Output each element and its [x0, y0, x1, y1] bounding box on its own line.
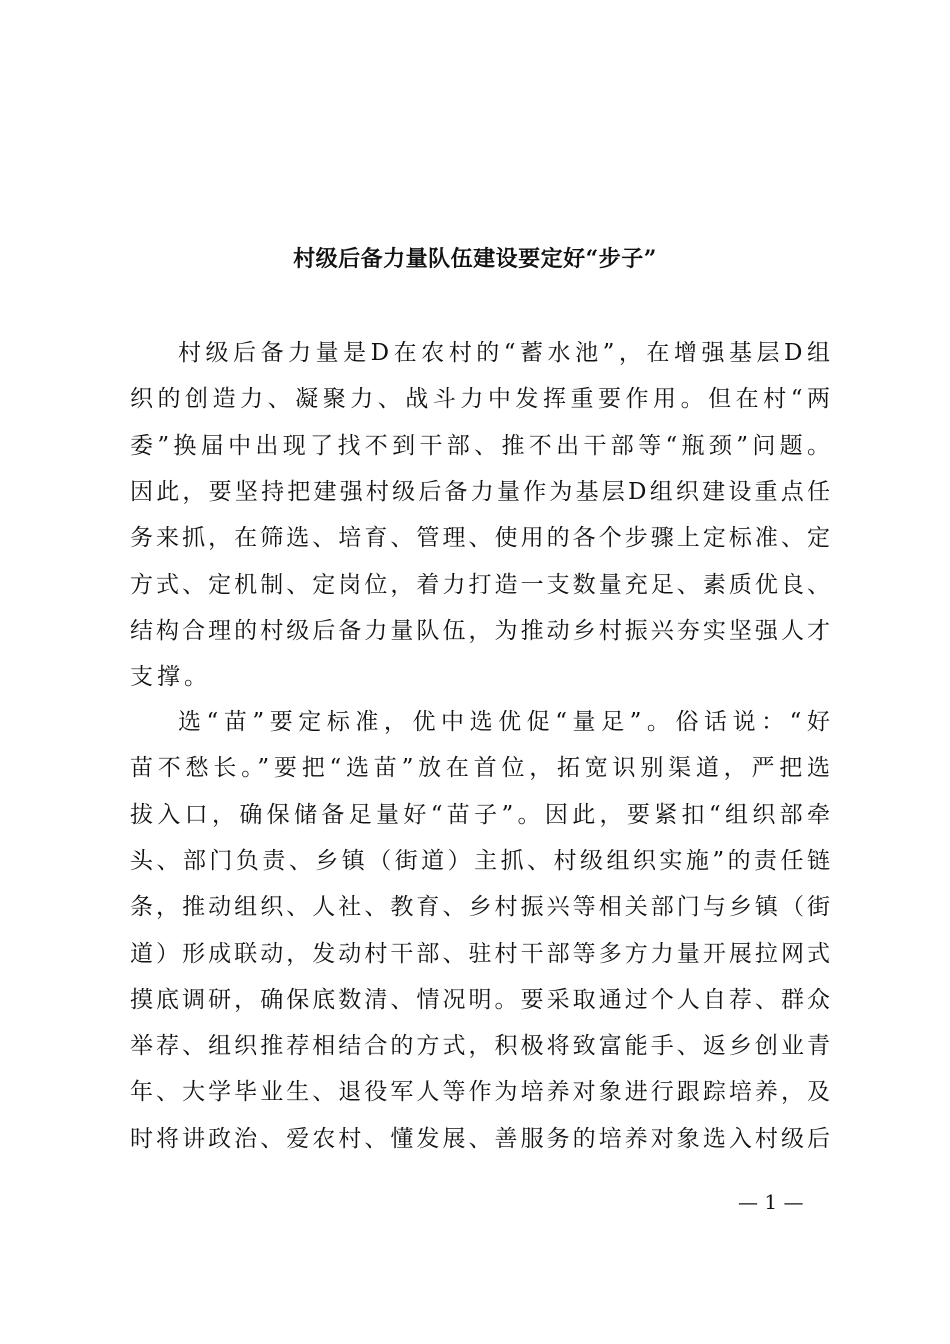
- paragraph-line: 村级后备力量是D在农村的“蓄水池”，在增强基层D组: [178, 340, 830, 366]
- paragraph-line: 因此，要坚持把建强村级后备力量作为基层D组织建设重点任: [130, 478, 830, 505]
- paragraph-line: 织的创造力、凝聚力、战斗力中发挥重要作用。但在村“两: [130, 386, 830, 413]
- paragraph-line: 时将讲政治、爱农村、懂发展、善服务的培养对象选入村级后: [130, 1125, 830, 1152]
- paragraph-line: 委”换届中出现了找不到干部、推不出干部等“瓶颈”问题。: [130, 432, 830, 459]
- paragraph-line: 方式、定机制、定岗位，着力打造一支数量充足、素质优良、: [130, 571, 830, 598]
- paragraph-line: 务来抓，在筛选、培育、管理、使用的各个步骤上定标准、定: [130, 525, 830, 552]
- paragraph-line: 条，推动组织、人社、教育、乡村振兴等相关部门与乡镇（街: [130, 894, 830, 921]
- paragraph-line: 拔入口，确保储备足量好“苗子”。因此，要紧扣“组织部牵: [130, 801, 830, 828]
- paragraph-line: 苗不愁长。”要把“选苗”放在首位，拓宽识别渠道，严把选: [130, 755, 830, 782]
- paragraph-line: 支撑。: [130, 664, 211, 691]
- page-number: — 1 —: [738, 1190, 804, 1214]
- paragraph-line: 选“苗”要定标准，优中选优促“量足”。俗话说：“好: [178, 709, 830, 735]
- paragraph-line: 头、部门负责、乡镇（街道）主抓、村级组织实施”的责任链: [130, 847, 830, 874]
- paragraph-line: 举荐、组织推荐相结合的方式，积极将致富能手、返乡创业青: [130, 1033, 830, 1060]
- paragraph-line: 摸底调研，确保底数清、情况明。要采取通过个人自荐、群众: [130, 986, 830, 1013]
- paragraph-line: 道）形成联动，发动村干部、驻村干部等多方力量开展拉网式: [130, 940, 830, 967]
- paragraph-line: 结构合理的村级后备力量队伍，为推动乡村振兴夯实坚强人才: [130, 617, 830, 644]
- paragraph-line: 年、大学毕业生、退役军人等作为培养对象进行跟踪培养，及: [130, 1079, 830, 1106]
- document-title: 村级后备力量队伍建设要定好“步子”: [293, 246, 657, 272]
